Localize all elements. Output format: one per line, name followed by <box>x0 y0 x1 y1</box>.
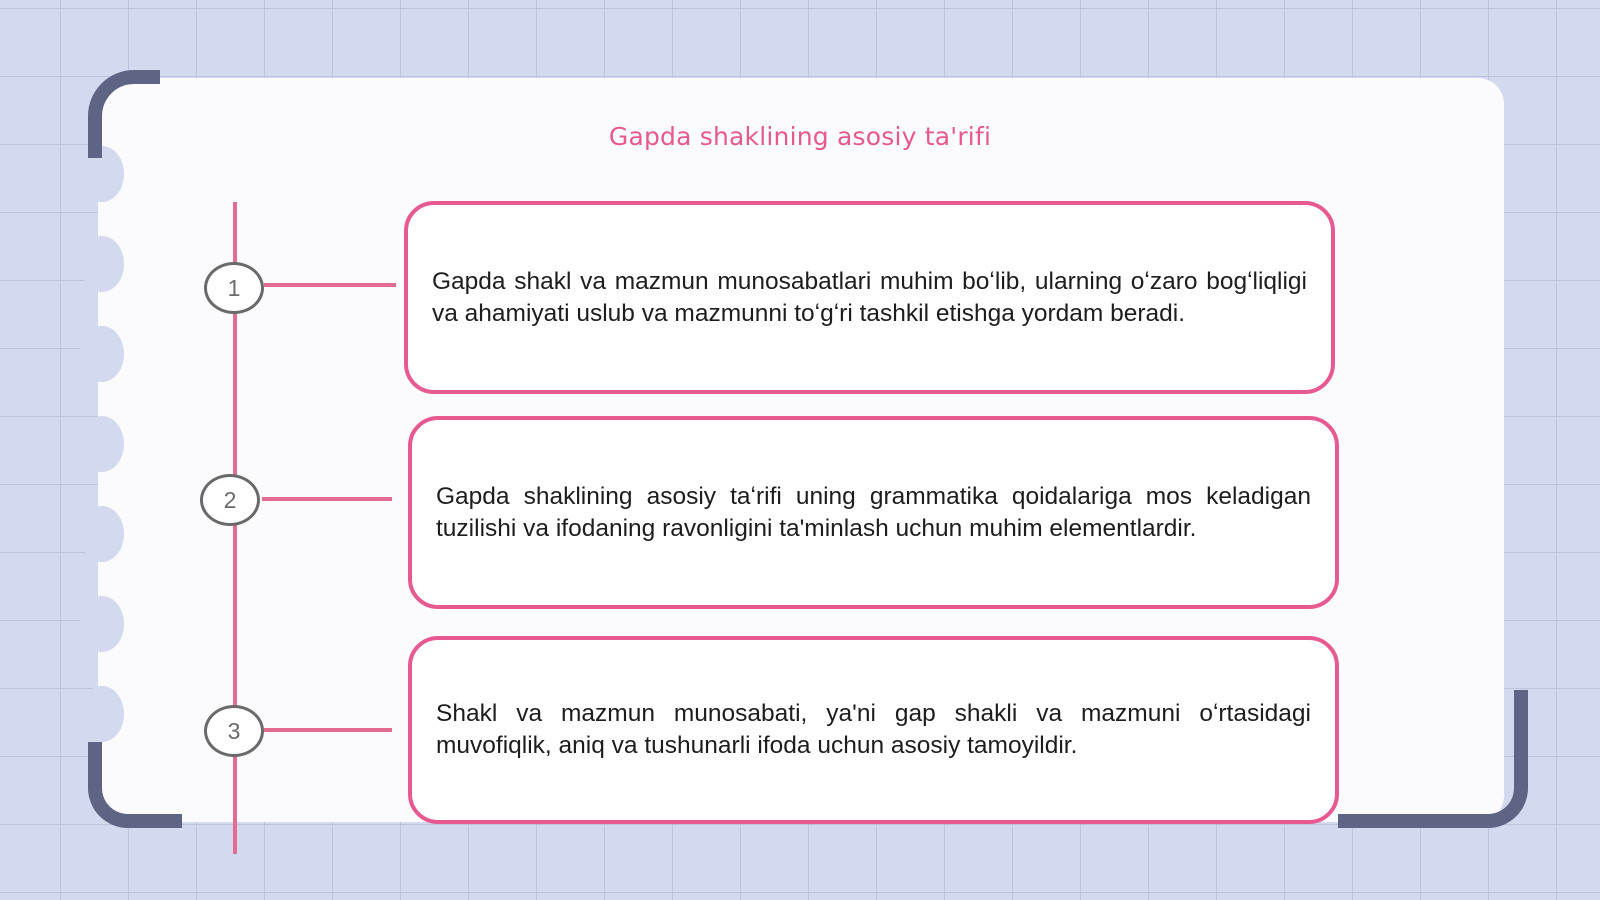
connector-line-1 <box>264 283 396 287</box>
step-text-3: Shakl va mazmun munosabati, ya'ni gap shakli va mazmuni oʻrtasidagi muvofiqlik, aniq va tushunarli ifoda uchun asosiy tamoyildir. <box>436 700 1311 759</box>
connector-line-3 <box>264 728 392 732</box>
slide-title: Gapda shaklining asosiy ta'rifi <box>608 122 992 151</box>
corner-bracket-bottom-right <box>1338 690 1528 828</box>
step-box-3 <box>408 636 1339 824</box>
card-edge-notch <box>80 416 124 472</box>
card-edge-notch <box>80 326 124 382</box>
step-box-1 <box>404 201 1335 394</box>
card-edge-notch <box>80 506 124 562</box>
step-number-2: 2 <box>200 474 260 526</box>
card-edge-notch <box>80 596 124 652</box>
step-text-1: Gapda shakl va mazmun munosabatlari muhim boʻlib, ularning oʻzaro bogʻliqligi va ahamiyati uslub va mazmunni toʻgʻri tashkil etishga yordam beradi. <box>432 267 1307 327</box>
step-text-2: Gapda shaklining asosiy taʻrifi uning grammatika qoidalariga mos keladigan tuzilishi va ifodaning ravonligini ta'minlash uchun muhim elementlardir. <box>436 482 1311 542</box>
step-box-2 <box>408 416 1339 609</box>
step-number-3: 3 <box>204 705 264 757</box>
card-edge-notch <box>80 236 124 292</box>
card-edge-notch <box>80 686 124 742</box>
corner-bracket-bottom-left <box>88 742 182 828</box>
connector-line-2 <box>262 497 392 501</box>
step-number-1: 1 <box>204 262 264 314</box>
